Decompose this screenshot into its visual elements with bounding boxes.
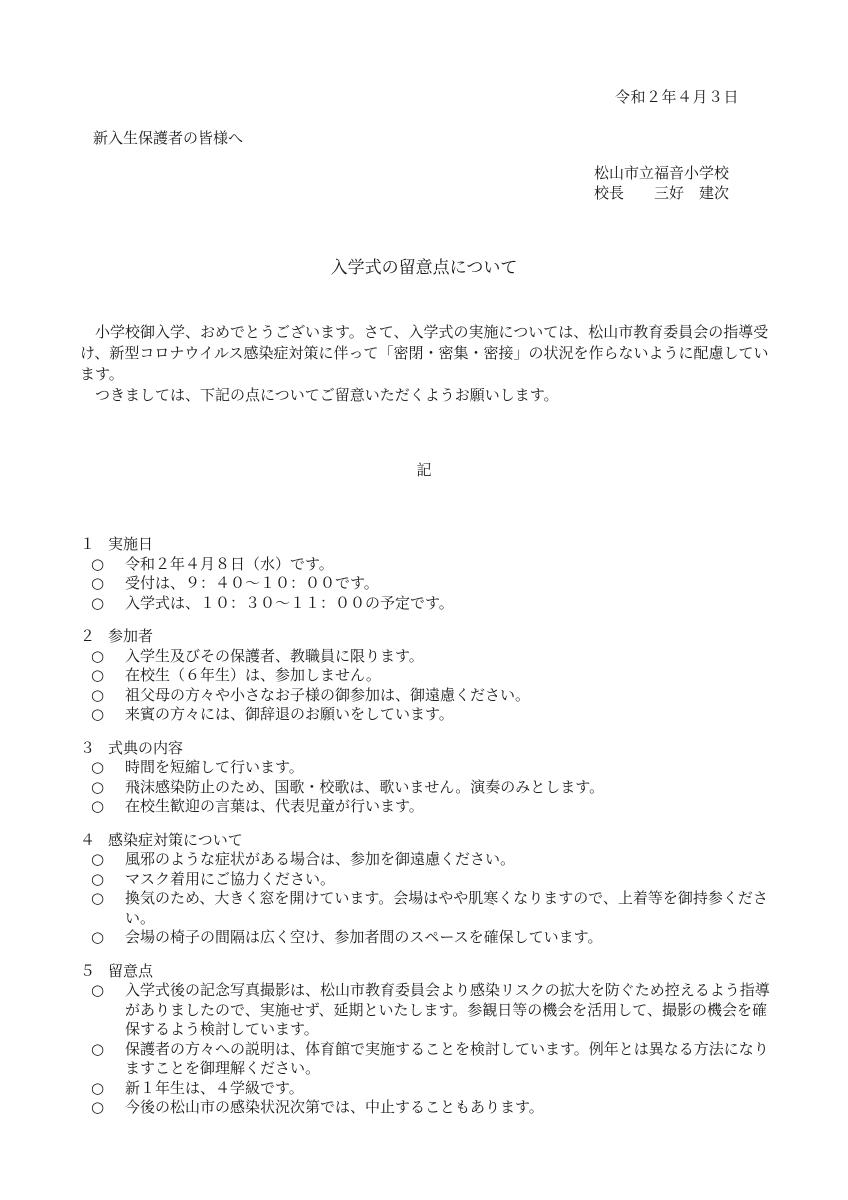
item-list (80, 555, 770, 614)
circle-bullet-icon: ○ (91, 758, 105, 776)
item-text: 風邪のような症状がある場合は、参加を御遠慮ください。 (125, 850, 516, 868)
list-item (80, 928, 770, 948)
sender-school: 松山市立福音小学校 (594, 164, 730, 182)
addressee: 新入生保護者の皆様へ (93, 129, 244, 147)
circle-bullet-icon: ○ (91, 646, 105, 665)
item-text: 来賓の方々には、御辞退のお願いをしています。 (125, 705, 454, 723)
list-item (80, 981, 770, 1040)
item-text: 新１年生は、４学級です。 (125, 1078, 304, 1097)
item-text: 換気のため、大きく窓を開けています。会場はやや肌寒くなりますので、上着等を御持参ください。 (125, 889, 768, 927)
item-text: マスク着用にご協力ください。 (125, 869, 336, 888)
list-item (80, 574, 770, 594)
section-title: 実施日 (108, 535, 154, 553)
circle-bullet-icon: ○ (91, 1039, 105, 1058)
list-item (80, 797, 770, 817)
item-text: 時間を短縮して行います。 (125, 758, 304, 776)
circle-bullet-icon: ○ (91, 797, 105, 815)
section-number: ５ (80, 961, 96, 980)
section-number: ２ (80, 627, 96, 645)
item-list (80, 981, 770, 1118)
section-2 (80, 627, 770, 725)
section-title: 感染症対策について (108, 830, 243, 849)
circle-bullet-icon: ○ (91, 1078, 105, 1097)
circle-bullet-icon: ○ (91, 777, 105, 796)
section-heading (80, 831, 770, 851)
section-number: １ (80, 535, 96, 553)
section-heading (80, 739, 770, 759)
list-item (80, 1079, 770, 1099)
circle-bullet-icon: ○ (91, 666, 105, 684)
list-item (80, 850, 770, 870)
ki-heading: 記 (416, 461, 432, 479)
list-item (80, 555, 770, 575)
document-title: 入学式の留意点について (330, 258, 518, 278)
section-title: 式典の内容 (108, 738, 184, 757)
circle-bullet-icon: ○ (91, 593, 105, 612)
list-item (80, 594, 770, 614)
item-text: 令和２年４月８日（水）です。 (125, 554, 334, 573)
circle-bullet-icon: ○ (91, 869, 105, 888)
intro-paragraph: 小学校御入学、おめでとうございます。さて、入学式の実施については、松山市教育委員会の指導受け、新型コロナウイルス感染症対策に伴って「密閉・密集・密接」の状況を作らないように配慮しています。 (80, 323, 769, 383)
circle-bullet-icon: ○ (91, 685, 105, 704)
item-text: 入学式は、１０：３０～１１：００の予定です。 (125, 593, 454, 612)
item-text: 飛沫感染防止のため、国歌・校歌は、歌いません。演奏のみとします。 (125, 777, 605, 796)
list-item (80, 705, 770, 725)
list-item (80, 666, 770, 686)
item-text: 入学式後の記念写真撮影は、松山市教育委員会より感染リスクの拡大を防ぐため控えるよう指導がありましたので、実施せず、延期といたします。参観日等の機会を活用して、撮影の機会を確保するよう検討しています。 (125, 981, 770, 1038)
document-date: 令和２年４月３日 (614, 88, 739, 106)
item-text: 保護者の方々への説明は、体育館で実施することを検討しています。例年とは異なる方法になりますことを御理解ください。 (125, 1039, 769, 1077)
section-4 (80, 831, 770, 948)
section-title: 参加者 (108, 627, 154, 645)
list-item (80, 758, 770, 778)
circle-bullet-icon: ○ (91, 981, 105, 999)
list-item (80, 1098, 770, 1118)
section-heading (80, 962, 770, 982)
list-item (80, 889, 770, 928)
section-5 (80, 962, 770, 1118)
list-item (80, 1040, 770, 1079)
circle-bullet-icon: ○ (91, 928, 105, 946)
item-text: 在校生（６年生）は、参加しません。 (125, 666, 381, 684)
section-3 (80, 739, 770, 817)
sections-list (80, 535, 770, 1132)
list-item (80, 647, 770, 667)
section-number: ４ (80, 830, 96, 849)
sender-principal: 校長 三好 建次 (594, 184, 730, 202)
intro-text (80, 322, 770, 406)
item-list (80, 850, 770, 948)
circle-bullet-icon: ○ (91, 554, 105, 573)
section-heading (80, 535, 770, 555)
section-number: ３ (80, 738, 96, 757)
item-text: 入学生及びその保護者、教職員に限ります。 (125, 646, 424, 665)
item-text: 今後の松山市の感染状況次第では、中止することもあります。 (125, 1098, 544, 1116)
item-text: 祖父母の方々や小さなお子様の御参加は、御遠慮ください。 (125, 685, 531, 704)
item-list (80, 758, 770, 817)
section-title: 留意点 (108, 961, 154, 980)
item-text: 受付は、９：４０～１０：００です。 (125, 574, 379, 592)
item-text: 会場の椅子の間隔は広く空け、参加者間のスペースを確保しています。 (125, 928, 603, 946)
intro-paragraph: つきましては、下記の点についてご留意いただくようお願いします。 (95, 386, 559, 404)
circle-bullet-icon: ○ (91, 850, 105, 868)
list-item (80, 778, 770, 798)
item-list (80, 647, 770, 725)
list-item (80, 870, 770, 890)
circle-bullet-icon: ○ (91, 1098, 105, 1116)
circle-bullet-icon: ○ (91, 889, 105, 907)
section-heading (80, 627, 770, 647)
circle-bullet-icon: ○ (91, 574, 105, 592)
circle-bullet-icon: ○ (91, 705, 105, 723)
sender-block (594, 163, 729, 203)
item-text: 在校生歓迎の言葉は、代表児童が行います。 (125, 797, 424, 815)
list-item (80, 686, 770, 706)
section-1 (80, 535, 770, 613)
